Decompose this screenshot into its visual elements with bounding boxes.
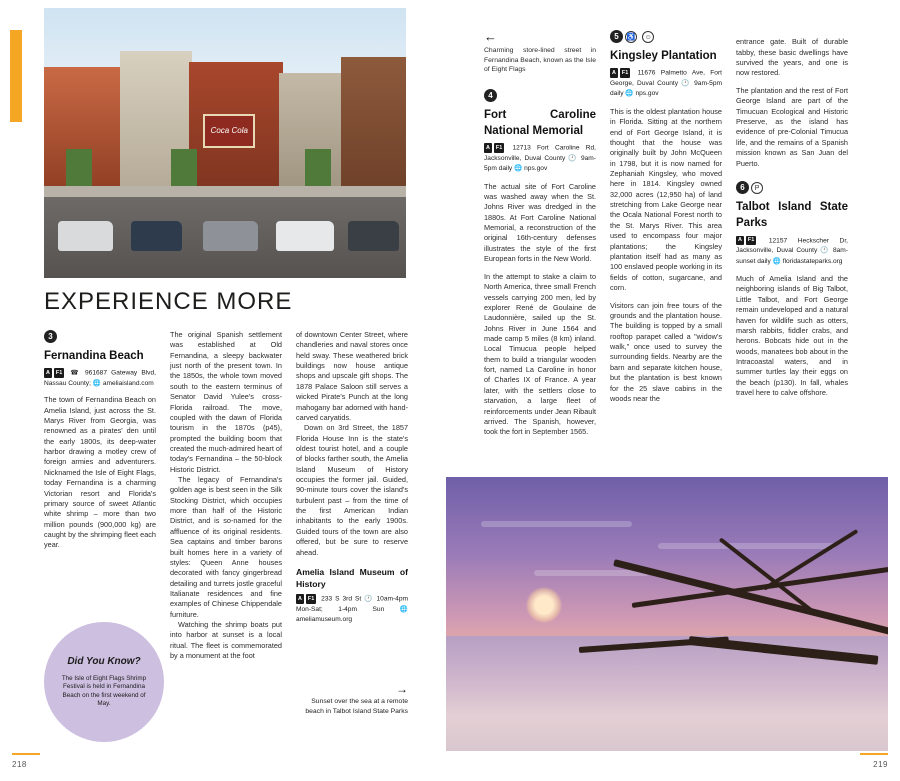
clock-icon: 🕐 — [820, 247, 830, 255]
did-you-know-bubble — [44, 622, 164, 742]
museum-website: ameliamuseum.org — [296, 616, 353, 624]
phone-icon: ☎ — [70, 369, 81, 377]
grid-ref-chip-a: A — [738, 237, 742, 244]
photo-sun — [526, 587, 562, 623]
right-page — [450, 0, 900, 781]
poi-number-badge: 5 — [610, 30, 623, 43]
page-title: EXPERIENCE MORE — [44, 288, 293, 315]
clock-icon: 🕐 — [364, 595, 374, 603]
arrow-left-icon: ← — [484, 29, 497, 44]
grid-ref-chip-a: A — [486, 144, 490, 151]
body-paragraph: The town of Fernandina Beach on Amelia Island, just across the St. Marys River from Georgia, was renowned as a pirates' den until the early 1800s, its deep-water harbor drawing a motley crew of foreign armies and adventurers. Nicknamed the Isle of Eight Flags, today Fernandina is a charming Victorian resort and Florida's primary source of sweet Atlantic white shrimp – more than two million pounds (900,000 kg) are caught by the shrimping fleet each year. — [44, 395, 156, 550]
poi-number-badge: 4 — [484, 89, 497, 102]
poi-hours: 8am-sunset daily — [736, 247, 848, 265]
poi-website: floridastateparks.org — [782, 257, 843, 265]
folio-right: 219 — [873, 760, 888, 769]
clock-icon: 🕐 — [568, 154, 578, 162]
folio-rule-right — [860, 753, 888, 755]
did-you-know-text: The Isle of Eight Flags Shrimp Festival is held in Fernandina Beach on the first weekend of May. — [61, 674, 147, 708]
left-column-3 — [296, 330, 408, 717]
poi-meta-kingsley — [610, 68, 722, 99]
photo-cloud — [481, 521, 631, 527]
photo-cloud — [534, 570, 649, 576]
accessibility-icon: ♿ — [625, 31, 637, 43]
photo-caption-left — [296, 683, 408, 716]
poi-address: 12157 Heckscher Dr, Jacksonville, Duval County — [736, 237, 848, 255]
poi-hours: 9am-5pm daily — [484, 154, 596, 173]
caption-text-street: Charming store-lined street in Fernandina Beach, known as the Isle of Eight Flags — [484, 47, 596, 74]
poi-hours: 9am-5pm daily — [610, 80, 722, 98]
right-column-2 — [610, 30, 722, 412]
right-column-3 — [736, 30, 848, 406]
photo-cloud — [658, 543, 835, 549]
poi-website: ameliaisland.com — [102, 380, 154, 388]
body-paragraph: The legacy of Fernandina's golden age is best seen in the Silk Stocking District, which occupies more than half of the Historic District, and is so-named for the affluence of its original residents. Sea captains and timber barons built homes here in a variety of styles: Queen Anne houses decorated with fancy gingerbread detailing and turrets jostle graceful Italianate residences and fine examples of Chinese Chippendale furniture. — [170, 475, 282, 619]
grid-ref-chip-f1: F1 — [495, 144, 503, 151]
caption-text: Sunset over the sea at a remote beach in Talbot Island State Parks — [305, 698, 408, 715]
body-paragraph: This is the oldest plantation house in Florida. Sitting at the northern end of Fort George Island, it is thought that the house was originally built by John McQueen in 1798, but it is now named for Zephaniah Kingsley, who moved here in 1814. Kingsley owned 32,000 acres (12,950 ha) of land stretching from Lake George near the Ocala National Forest north to the St. Marys River. This area used to encompass four major plantations; the Kingsley plantation itself had as many as 100 enslaved people working in its fields of cotton, sugarcane, and corn. — [610, 106, 722, 292]
left-column-1 — [44, 330, 156, 708]
photo-building — [341, 57, 406, 197]
poi-website: nps.gov — [635, 90, 659, 98]
poi-meta-fernandina — [44, 368, 156, 389]
poi-icon-row-talbot — [736, 181, 848, 194]
body-paragraph: Watching the shrimp boats put into harbor at sunset is a local ritual. The fleet is commemorated by a monument at the foot — [170, 620, 282, 661]
photo-car — [131, 221, 182, 251]
photo-car — [203, 221, 257, 251]
grid-ref-chip-a: A — [612, 69, 616, 76]
body-paragraph: The plantation and the rest of Fort George Island are part of the Timucuan Ecological and Historic Preserve, as the island has evidence of pre-Colonial Timucua life, and the remains of a Spanish mission known as San Juan del Puerto. — [736, 86, 848, 168]
body-paragraph: The original Spanish settlement was established at Old Fernandina, a sleepy backwater just north of the present town. In the 1850s, the whole town moved south to the eastern terminus of Senator David Yulee's cross-Florida railroad. The move, coupled with the dawn of Florida tourism in the 1870s (p45), prompted the building boom that created the much-admired heart of today's Fernandina – the 50-block Historic District. — [170, 330, 282, 474]
body-paragraph: Visitors can join free tours of the grounds and the plantation house. The building is topped by a small rooftop parapet called a "widow's walk," once used to survey the surrounding fields. Nearby are the barn and separate kitchen house, but the plantation is best known for the 25 slave cabins in the woods near the — [610, 300, 722, 403]
poi-title-kingsley-plantation: Kingsley Plantation — [610, 50, 717, 63]
poi-title-amelia-island-museum: Amelia Island Museum of History — [296, 566, 408, 590]
poi-title-talbot-island: Talbot Island State Parks — [736, 200, 848, 230]
web-icon: 🌐 — [399, 606, 408, 614]
poi-title-fort-caroline: Fort Caroline National Memorial — [484, 108, 596, 137]
folio-left: 218 — [12, 760, 27, 769]
poi-title-fernandina-beach: Fernandina Beach — [44, 350, 144, 362]
photo-car — [58, 221, 112, 251]
clock-icon: 🕐 — [681, 80, 691, 88]
did-you-know-title: Did You Know? — [67, 656, 141, 668]
poi-address: 12713 Fort Caroline Rd, Jacksonville, Duval County — [484, 144, 596, 162]
poi-number-badge: 3 — [44, 330, 57, 343]
body-paragraph: In the attempt to stake a claim to North America, three small French vessels carrying 200 men, led by explorer René de Goulaine de Laudonnière, sailed up the St. Johns River in June 1564 and made camp 5 miles (8 km) inland. Local Timucua people helped them to build a triangular wooden fort, named La Caroline in honor of Charles IX of France. A year later, with the settlers close to starvation, a large fleet of reinforcements under Jean Ribault arrived. The Spanish, however, took the fort in September 1565. — [484, 271, 596, 437]
web-icon: 🌐 — [92, 380, 101, 388]
grid-ref-chip-f1: F1 — [621, 69, 629, 76]
family-icon: ☺ — [642, 31, 654, 43]
photo-car — [348, 221, 399, 251]
right-column-1 — [484, 30, 596, 445]
edge-tab-marker — [10, 30, 22, 122]
poi-address: 961687 Gateway Blvd, Nassau County; — [44, 369, 156, 388]
body-paragraph: entrance gate. Built of durable tabby, these basic dwellings have survived the years, and one is now restored. — [736, 37, 848, 78]
museum-address: 233 S 3rd St — [321, 595, 362, 603]
museum-hours: 10am-4pm Mon-Sat; 1-4pm Sun — [296, 595, 409, 614]
poi-website: nps.gov — [524, 165, 548, 173]
beach-sunset-photo — [446, 477, 888, 751]
poi-address: 11676 Palmetto Ave, Fort George, Duval County — [610, 69, 722, 88]
grid-ref-chip-a: A — [298, 595, 302, 602]
coca-cola-wall-sign: Coca Cola — [203, 114, 255, 148]
poi-meta-museum — [296, 594, 408, 625]
body-paragraph: Down on 3rd Street, the 1857 Florida House Inn is the state's oldest tourist hotel, and a couple of blocks farther south, the Amelia Island Museum of History occupies the former jail. Guided, 90-minute tours cover the island's turbulent past – from the time of the first American Indian inhabitants to the early 1900s. Guided tours of the town are also offered, but be sure to reserve ahead. — [296, 423, 408, 557]
web-icon: 🌐 — [514, 165, 523, 173]
poi-icon-row-kingsley — [610, 30, 722, 43]
left-column-2 — [170, 330, 282, 662]
web-icon: 🌐 — [772, 257, 781, 265]
body-paragraph: Much of Amelia Island and the neighboring islands of Big Talbot, Little Talbot, and Fort George remain undeveloped and a natural haven for wildlife such as otters, marsh rabbits, fiddler crabs, and herons. Bobcats hide out in the woods, manatees bob about in the Intracoastal waters, and in summer turtles lay their eggs on the beach (p130). In fall, whales travel here to calve offshore. — [736, 274, 848, 398]
photo-car — [276, 221, 334, 251]
folio-rule-left — [12, 753, 40, 755]
grid-ref-chip-a: A — [46, 369, 50, 376]
grid-ref-chip-f1: F1 — [747, 237, 755, 244]
poi-number-badge: 6 — [736, 181, 749, 194]
grid-ref-chip-f1: F1 — [55, 369, 63, 376]
poi-meta-talbot — [736, 236, 848, 267]
web-icon: 🌐 — [625, 90, 634, 98]
parking-icon: P — [751, 182, 763, 194]
arrow-right-icon: → — [396, 682, 408, 697]
body-paragraph: The actual site of Fort Caroline was washed away when the St. Johns River was dredged in the 1880s. At Fort Caroline National Memorial, a reconstruction of the original 16th-century defenses illustrates the style of the first European forts in the New World. — [484, 181, 596, 264]
body-paragraph: of downtown Center Street, where chandleries and naval stores once held sway. These weathered brick buildings now house antique shops and upscale gift shops. The 1878 Palace Saloon still serves a wicked Pirate's Punch at the long mahogany bar adorned with hand-carved caryatids. — [296, 330, 408, 422]
hero-photo-fernandina-street — [44, 8, 406, 278]
poi-meta-fort-caroline — [484, 143, 596, 174]
grid-ref-chip-f1: F1 — [307, 595, 315, 602]
